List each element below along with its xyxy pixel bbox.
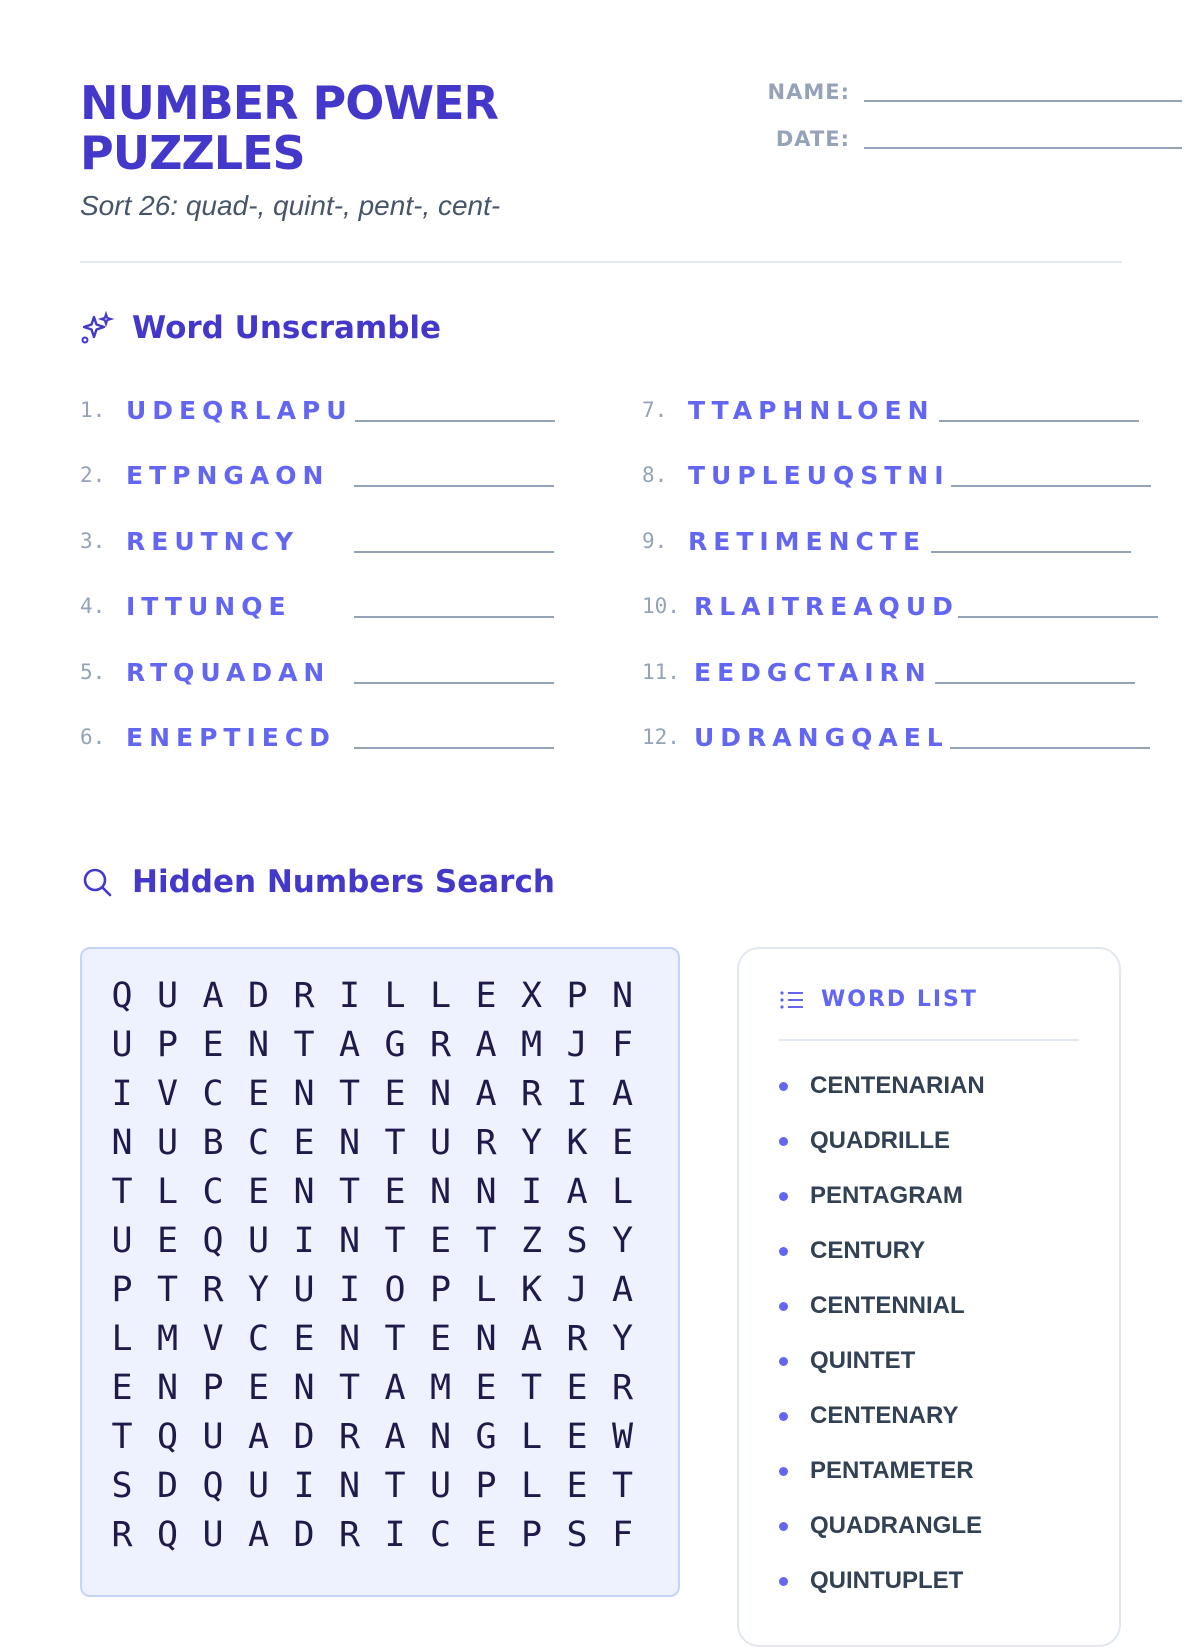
grid-letter[interactable]: E [293, 1319, 315, 1359]
grid-letter[interactable]: R [566, 1319, 588, 1359]
name-field [690, 80, 1182, 104]
grid-letter[interactable]: U [111, 1221, 133, 1261]
grid-row [82, 1216, 682, 1266]
scrambled-word: UDEQRLAPU [126, 395, 353, 425]
grid-row [82, 1020, 682, 1070]
sparkles-icon [80, 311, 114, 345]
grid-letter[interactable]: S [566, 1221, 588, 1261]
grid-letter[interactable]: Q [156, 1417, 179, 1457]
word-list-item [779, 1127, 950, 1155]
grid-letter[interactable]: R [293, 976, 315, 1016]
grid-letter[interactable]: R [338, 1417, 361, 1457]
word-list-word: CENTENARIAN [810, 1072, 985, 1099]
grid-letter[interactable]: I [293, 1221, 315, 1261]
grid-letter[interactable]: T [611, 1466, 634, 1506]
grid-letter[interactable]: T [384, 1319, 406, 1359]
grid-letter[interactable]: Q [111, 976, 133, 1016]
grid-letter[interactable]: E [566, 1466, 588, 1506]
search-heading [80, 864, 555, 900]
answer-line[interactable] [354, 485, 554, 487]
word-list-item [779, 1292, 965, 1320]
item-number: 5. [80, 660, 106, 684]
answer-line[interactable] [355, 420, 555, 422]
grid-letter[interactable]: T [475, 1221, 497, 1261]
answer-line[interactable] [935, 682, 1135, 684]
word-list-word: QUINTET [810, 1347, 916, 1374]
grid-letter[interactable]: W [611, 1417, 634, 1457]
item-number: 11. [642, 660, 680, 684]
item-number: 7. [642, 398, 668, 422]
answer-line[interactable] [931, 551, 1131, 553]
grid-letter[interactable]: N [429, 1172, 452, 1212]
grid-letter[interactable]: B [202, 1123, 224, 1163]
answer-line[interactable] [951, 485, 1151, 487]
grid-letter[interactable]: N [429, 1074, 452, 1114]
grid-letter[interactable]: T [384, 1466, 406, 1506]
grid-row [82, 971, 682, 1021]
grid-letter[interactable]: Y [520, 1123, 543, 1163]
bullet-icon [779, 1137, 788, 1146]
word-list-item [779, 1347, 915, 1375]
grid-letter[interactable]: R [429, 1025, 452, 1065]
grid-letter[interactable]: P [156, 1025, 179, 1065]
grid-row [82, 1314, 682, 1364]
grid-letter[interactable]: M [156, 1319, 179, 1359]
grid-letter[interactable]: L [520, 1466, 543, 1506]
unscramble-heading [80, 310, 441, 346]
item-number: 6. [80, 725, 106, 749]
grid-letter[interactable]: A [247, 1417, 270, 1457]
grid-letter[interactable]: D [293, 1515, 315, 1555]
unscramble-item [642, 652, 932, 692]
unscramble-item [642, 521, 926, 561]
grid-letter[interactable]: P [475, 1466, 497, 1506]
grid-letter[interactable]: R [111, 1515, 133, 1555]
unscramble-item [80, 521, 299, 561]
grid-letter[interactable]: E [247, 1172, 270, 1212]
grid-letter[interactable]: I [338, 976, 361, 1016]
grid-letter[interactable]: T [338, 1074, 361, 1114]
item-number: 3. [80, 529, 106, 553]
grid-letter[interactable]: P [429, 1270, 452, 1310]
grid-letter[interactable]: P [202, 1368, 224, 1408]
word-list-word: QUADRANGLE [810, 1512, 982, 1539]
grid-letter[interactable]: R [475, 1123, 497, 1163]
grid-letter[interactable]: Y [611, 1221, 634, 1261]
grid-letter[interactable]: N [338, 1466, 361, 1506]
list-icon [779, 989, 805, 1011]
grid-letter[interactable]: V [202, 1319, 224, 1359]
answer-line[interactable] [354, 747, 554, 749]
search-title: Hidden Numbers Search [132, 864, 555, 900]
grid-letter[interactable]: F [611, 1025, 634, 1065]
word-list-item [779, 1237, 925, 1265]
name-label: NAME: [767, 80, 850, 104]
unscramble-item [80, 390, 353, 430]
bullet-icon [779, 1082, 788, 1091]
grid-letter[interactable]: E [293, 1123, 315, 1163]
answer-line[interactable] [354, 616, 554, 618]
answer-line[interactable] [950, 747, 1150, 749]
grid-letter[interactable]: E [429, 1319, 452, 1359]
grid-row [82, 1461, 682, 1511]
unscramble-item [80, 717, 336, 757]
grid-letter[interactable]: L [111, 1319, 133, 1359]
grid-letter[interactable]: C [247, 1319, 270, 1359]
grid-letter[interactable]: A [611, 1074, 634, 1114]
bullet-icon [779, 1577, 788, 1586]
scrambled-word: ENEPTIECD [126, 722, 336, 752]
word-list-word: CENTENARY [810, 1402, 959, 1429]
grid-letter[interactable]: A [247, 1515, 270, 1555]
grid-letter[interactable]: R [202, 1270, 224, 1310]
grid-row [82, 1118, 682, 1168]
grid-letter[interactable]: A [384, 1417, 406, 1457]
grid-letter[interactable]: E [202, 1025, 224, 1065]
grid-letter[interactable]: D [247, 976, 270, 1016]
grid-letter[interactable]: N [156, 1368, 179, 1408]
grid-letter[interactable]: E [111, 1368, 133, 1408]
grid-letter[interactable]: M [520, 1025, 543, 1065]
grid-letter[interactable]: A [338, 1025, 361, 1065]
page-subtitle: Sort 26: quad-, quint-, pent-, cent- [80, 190, 501, 221]
grid-letter[interactable]: I [293, 1466, 315, 1506]
grid-letter[interactable]: O [384, 1270, 406, 1310]
header-divider [80, 261, 1122, 263]
grid-letter[interactable]: E [247, 1368, 270, 1408]
worksheet-page [80, 0, 1130, 1600]
grid-letter[interactable]: U [429, 1123, 452, 1163]
grid-letter[interactable]: A [520, 1319, 543, 1359]
scrambled-word: EEDGCTAIRN [694, 657, 932, 687]
bullet-icon [779, 1467, 788, 1476]
grid-letter[interactable]: S [566, 1515, 588, 1555]
grid-letter[interactable]: N [293, 1074, 315, 1114]
word-search-grid[interactable] [80, 947, 680, 1597]
grid-letter[interactable]: J [566, 1270, 588, 1310]
grid-letter[interactable]: N [293, 1172, 315, 1212]
grid-letter[interactable]: T [384, 1123, 406, 1163]
unscramble-item [642, 390, 935, 430]
grid-letter[interactable]: Q [202, 1221, 224, 1261]
grid-letter[interactable]: Q [202, 1466, 224, 1506]
grid-letter[interactable]: T [338, 1368, 361, 1408]
grid-letter[interactable]: E [611, 1123, 634, 1163]
grid-letter[interactable]: I [384, 1515, 406, 1555]
bullet-icon [779, 1302, 788, 1311]
word-list-item [779, 1072, 985, 1100]
date-input-line[interactable] [864, 147, 1182, 149]
grid-letter[interactable]: J [566, 1025, 588, 1065]
grid-letter[interactable]: E [156, 1221, 179, 1261]
grid-letter[interactable]: E [384, 1074, 406, 1114]
grid-letter[interactable]: L [156, 1172, 179, 1212]
bullet-icon [779, 1192, 788, 1201]
grid-row [82, 1363, 682, 1413]
grid-letter[interactable]: U [247, 1221, 270, 1261]
grid-letter[interactable]: I [566, 1074, 588, 1114]
grid-letter[interactable]: D [293, 1417, 315, 1457]
unscramble-item [642, 717, 949, 757]
scrambled-word: UDRANGQAEL [694, 722, 949, 752]
grid-letter[interactable]: T [156, 1270, 179, 1310]
word-list-word: PENTAMETER [810, 1457, 974, 1484]
word-list-heading [779, 987, 978, 1012]
item-number: 4. [80, 594, 106, 618]
grid-letter[interactable]: N [611, 976, 634, 1016]
grid-letter[interactable]: N [111, 1123, 133, 1163]
unscramble-item [642, 455, 950, 495]
grid-letter[interactable]: A [384, 1368, 406, 1408]
grid-letter[interactable]: Q [156, 1515, 179, 1555]
grid-letter[interactable]: Y [247, 1270, 270, 1310]
grid-letter[interactable]: U [111, 1025, 133, 1065]
grid-letter[interactable]: Z [520, 1221, 543, 1261]
grid-letter[interactable]: R [611, 1368, 634, 1408]
grid-letter[interactable]: C [202, 1074, 224, 1114]
grid-letter[interactable]: G [384, 1025, 406, 1065]
unscramble-item [80, 586, 292, 626]
word-list-divider [779, 1039, 1079, 1041]
scrambled-word: TUPLEUQSTNI [688, 460, 950, 490]
grid-letter[interactable]: R [520, 1074, 543, 1114]
scrambled-word: TTAPHNLOEN [688, 395, 935, 425]
grid-letter[interactable]: P [520, 1515, 543, 1555]
grid-letter[interactable]: N [293, 1368, 315, 1408]
grid-letter[interactable]: N [475, 1172, 497, 1212]
bullet-icon [779, 1522, 788, 1531]
grid-letter[interactable]: I [111, 1074, 133, 1114]
grid-letter[interactable]: K [566, 1123, 588, 1163]
word-list-panel [737, 947, 1121, 1647]
grid-letter[interactable]: U [156, 1123, 179, 1163]
grid-letter[interactable]: A [566, 1172, 588, 1212]
grid-letter[interactable]: E [384, 1172, 406, 1212]
unscramble-item [80, 455, 329, 495]
word-list-item [779, 1457, 974, 1485]
grid-letter[interactable]: U [156, 976, 179, 1016]
bullet-icon [779, 1357, 788, 1366]
grid-letter[interactable]: F [611, 1515, 634, 1555]
grid-letter[interactable]: I [338, 1270, 361, 1310]
scrambled-word: ETPNGAON [126, 460, 330, 490]
grid-letter[interactable]: A [475, 1025, 497, 1065]
grid-row [82, 1069, 682, 1119]
word-list-word: CENTURY [810, 1237, 926, 1264]
grid-letter[interactable]: N [247, 1025, 270, 1065]
grid-letter[interactable]: P [566, 976, 588, 1016]
grid-letter[interactable]: A [475, 1074, 497, 1114]
grid-letter[interactable]: E [566, 1368, 588, 1408]
word-list-item [779, 1182, 963, 1210]
grid-letter[interactable]: N [338, 1123, 361, 1163]
grid-letter[interactable]: C [429, 1515, 452, 1555]
grid-letter[interactable]: E [475, 1368, 497, 1408]
grid-letter[interactable]: E [566, 1417, 588, 1457]
word-list-word: PENTAGRAM [810, 1182, 963, 1209]
unscramble-item [80, 652, 330, 692]
grid-letter[interactable]: Y [611, 1319, 634, 1359]
grid-row [82, 1265, 682, 1315]
item-number: 9. [642, 529, 668, 553]
grid-letter[interactable]: C [247, 1123, 270, 1163]
scrambled-word: ITTUNQE [126, 591, 292, 621]
word-list-item [779, 1512, 982, 1540]
scrambled-word: REUTNCY [126, 526, 300, 556]
grid-row [82, 1510, 682, 1560]
grid-letter[interactable]: E [429, 1221, 452, 1261]
grid-letter[interactable]: U [202, 1515, 224, 1555]
grid-letter[interactable]: T [111, 1172, 133, 1212]
bullet-icon [779, 1247, 788, 1256]
grid-letter[interactable]: U [247, 1466, 270, 1506]
item-number: 2. [80, 463, 106, 487]
word-list-word: CENTENNIAL [810, 1292, 965, 1319]
grid-letter[interactable]: U [202, 1417, 224, 1457]
grid-letter[interactable]: N [338, 1319, 361, 1359]
grid-letter[interactable]: U [429, 1466, 452, 1506]
word-list-item [779, 1402, 958, 1430]
grid-letter[interactable]: L [384, 976, 406, 1016]
grid-letter[interactable]: L [611, 1172, 634, 1212]
grid-letter[interactable]: T [384, 1221, 406, 1261]
word-list-word: QUADRILLE [810, 1127, 950, 1154]
scrambled-word: RLAITREAQUD [694, 591, 959, 621]
answer-line[interactable] [939, 420, 1139, 422]
grid-letter[interactable]: L [475, 1270, 497, 1310]
grid-letter[interactable]: N [338, 1221, 361, 1261]
grid-letter[interactable]: C [202, 1172, 224, 1212]
grid-letter[interactable]: N [475, 1319, 497, 1359]
item-number: 10. [642, 594, 680, 618]
grid-letter[interactable]: A [611, 1270, 634, 1310]
answer-line[interactable] [354, 551, 554, 553]
grid-letter[interactable]: E [475, 1515, 497, 1555]
search-icon [80, 865, 114, 899]
grid-letter[interactable]: L [429, 976, 452, 1016]
item-number: 12. [642, 725, 680, 749]
answer-line[interactable] [958, 616, 1158, 618]
scrambled-word: RETIMENCTE [688, 526, 927, 556]
grid-row [82, 1412, 682, 1462]
bullet-icon [779, 1412, 788, 1421]
date-field [690, 127, 1182, 151]
name-input-line[interactable] [864, 100, 1182, 102]
grid-letter[interactable]: D [156, 1466, 179, 1506]
item-number: 8. [642, 463, 668, 487]
scrambled-word: RTQUADAN [126, 657, 331, 687]
grid-letter[interactable]: G [475, 1417, 497, 1457]
answer-line[interactable] [354, 682, 554, 684]
grid-letter[interactable]: N [429, 1417, 452, 1457]
date-label: DATE: [775, 127, 850, 151]
grid-letter[interactable]: S [111, 1466, 133, 1506]
grid-letter[interactable]: R [338, 1515, 361, 1555]
grid-letter[interactable]: A [202, 976, 224, 1016]
word-list-item [779, 1567, 963, 1595]
grid-letter[interactable]: V [156, 1074, 179, 1114]
grid-letter[interactable]: U [293, 1270, 315, 1310]
word-list-title: WORD LIST [821, 987, 978, 1012]
grid-letter[interactable]: P [111, 1270, 133, 1310]
page-title: NUMBER POWER PUZZLES [80, 76, 498, 180]
grid-row [82, 1167, 682, 1217]
item-number: 1. [80, 398, 106, 422]
grid-letter[interactable]: T [520, 1368, 543, 1408]
unscramble-title: Word Unscramble [132, 310, 442, 346]
grid-letter[interactable]: M [429, 1368, 452, 1408]
grid-letter[interactable]: T [111, 1417, 133, 1457]
grid-letter[interactable]: I [520, 1172, 543, 1212]
grid-letter[interactable]: T [293, 1025, 315, 1065]
unscramble-item [642, 586, 959, 626]
grid-letter[interactable]: L [520, 1417, 543, 1457]
grid-letter[interactable]: E [247, 1074, 270, 1114]
grid-letter[interactable]: K [520, 1270, 543, 1310]
grid-letter[interactable]: X [520, 976, 543, 1016]
word-list-word: QUINTUPLET [810, 1567, 964, 1594]
grid-letter[interactable]: T [338, 1172, 361, 1212]
grid-letter[interactable]: E [475, 976, 497, 1016]
